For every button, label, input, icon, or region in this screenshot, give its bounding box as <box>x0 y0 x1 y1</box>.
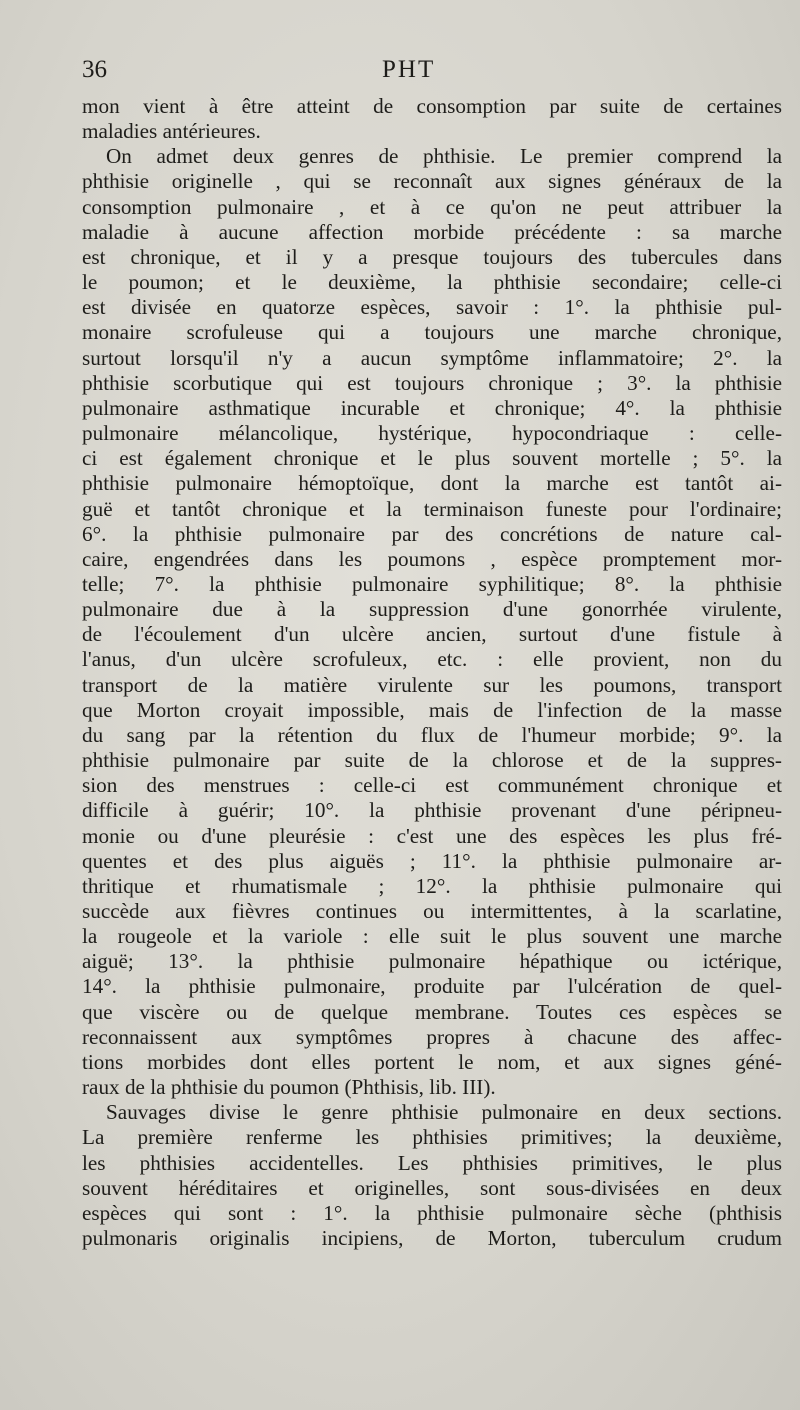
text-line: est divisée en quatorze espèces, savoir : 1°. la phthisie pul- <box>82 295 782 320</box>
text-line: phthisie originelle , qui se reconnaît aux signes généraux de la <box>82 169 782 194</box>
text-line: sion des menstrues : celle-ci est communément chronique et <box>82 773 782 798</box>
text-line: consomption pulmonaire , et à ce qu'on ne peut attribuer la <box>82 194 782 219</box>
running-head: PHT <box>382 56 436 83</box>
text-line: reconnaissent aux symptômes propres à chacune des affec- <box>82 1024 782 1049</box>
text-line: 14°. la phthisie pulmonaire, produite par l'ulcération de quel- <box>82 974 782 999</box>
text-line: thritique et rhumatismale ; 12°. la phthisie pulmonaire qui <box>82 873 782 898</box>
text-line: souvent héréditaires et originelles, sont sous-divisées en deux <box>82 1175 782 1200</box>
text-line: phthisie pulmonaire hémoptoïque, dont la marche est tantôt ai- <box>82 471 782 496</box>
text-line: que viscère ou de quelque membrane. Toutes ces espèces se <box>82 999 782 1024</box>
page-number: 36 <box>82 56 107 83</box>
text-line: phthisie scorbutique qui est toujours chronique ; 3°. la phthisie <box>82 370 782 395</box>
text-line: monie ou d'une pleurésie : c'est une des espèces les plus fré- <box>82 823 782 848</box>
text-line: le poumon; et le deuxième, la phthisie secondaire; celle-ci <box>82 270 782 295</box>
text-line: difficile à guérir; 10°. la phthisie provenant d'une péripneu- <box>82 798 782 823</box>
text-line: espèces qui sont : 1°. la phthisie pulmonaire sèche (phthisis <box>82 1200 782 1225</box>
text-line: 6°. la phthisie pulmonaire par des concrétions de nature cal- <box>82 521 782 546</box>
text-line: telle; 7°. la phthisie pulmonaire syphilitique; 8°. la phthisie <box>82 571 782 596</box>
text-line: guë et tantôt chronique et la terminaison funeste pour l'ordinaire; <box>82 496 782 521</box>
text-line: aiguë; 13°. la phthisie pulmonaire hépathique ou ictérique, <box>82 949 782 974</box>
text-line: raux de la phthisie du poumon (Phthisis, lib. III). <box>82 1075 496 1100</box>
text-line: la rougeole et la variole : elle suit le plus souvent une marche <box>82 924 782 949</box>
text-line: La première renferme les phthisies primitives; la deuxième, <box>82 1125 782 1150</box>
text-line: maladie à aucune affection morbide précédente : sa marche <box>82 219 782 244</box>
paragraph-start-line: On admet deux genres de phthisie. Le premier comprend la <box>106 144 782 169</box>
text-line: est chronique, et il y a presque toujours des tubercules dans <box>82 244 782 269</box>
text-line: ci est également chronique et le plus souvent mortelle ; 5°. la <box>82 446 782 471</box>
text-line: monaire scrofuleuse qui a toujours une marche chronique, <box>82 320 782 345</box>
text-line: maladies antérieures. <box>82 119 261 144</box>
text-line: pulmonaire mélancolique, hystérique, hypocondriaque : celle- <box>82 421 782 446</box>
text-line: surtout lorsqu'il n'y a aucun symptôme inflammatoire; 2°. la <box>82 345 782 370</box>
text-line: de l'écoulement d'un ulcère ancien, surtout d'une fistule à <box>82 622 782 647</box>
text-line: transport de la matière virulente sur les poumons, transport <box>82 672 782 697</box>
text-line: mon vient à être atteint de consomption par suite de certaines <box>82 94 782 118</box>
text-line: caire, engendrées dans les poumons , espèce promptement mor- <box>82 546 782 571</box>
text-line: pulmonaris originalis incipiens, de Morton, tuberculum crudum <box>82 1226 782 1251</box>
text-line: pulmonaire due à la suppression d'une gonorrhée virulente, <box>82 597 782 622</box>
text-line: que Morton croyait impossible, mais de l'infection de la masse <box>82 697 782 722</box>
body-text <box>82 94 782 1251</box>
text-line: pulmonaire asthmatique incurable et chronique; 4°. la phthisie <box>82 395 782 420</box>
text-line: succède aux fièvres continues ou intermittentes, à la scarlatine, <box>82 899 782 923</box>
text-line: phthisie pulmonaire par suite de la chlorose et de la suppres- <box>82 748 782 773</box>
text-line: l'anus, d'un ulcère scrofuleux, etc. : elle provient, non du <box>82 647 782 672</box>
text-line: les phthisies accidentelles. Les phthisies primitives, le plus <box>82 1150 782 1175</box>
text-line: du sang par la rétention du flux de l'humeur morbide; 9°. la <box>82 722 782 747</box>
text-line: quentes et des plus aiguës ; 11°. la phthisie pulmonaire ar- <box>82 848 782 873</box>
paragraph-start-line: Sauvages divise le genre phthisie pulmonaire en deux sections. <box>106 1100 782 1125</box>
text-line: tions morbides dont elles portent le nom, et aux signes géné- <box>82 1049 782 1074</box>
page-header <box>82 56 760 92</box>
